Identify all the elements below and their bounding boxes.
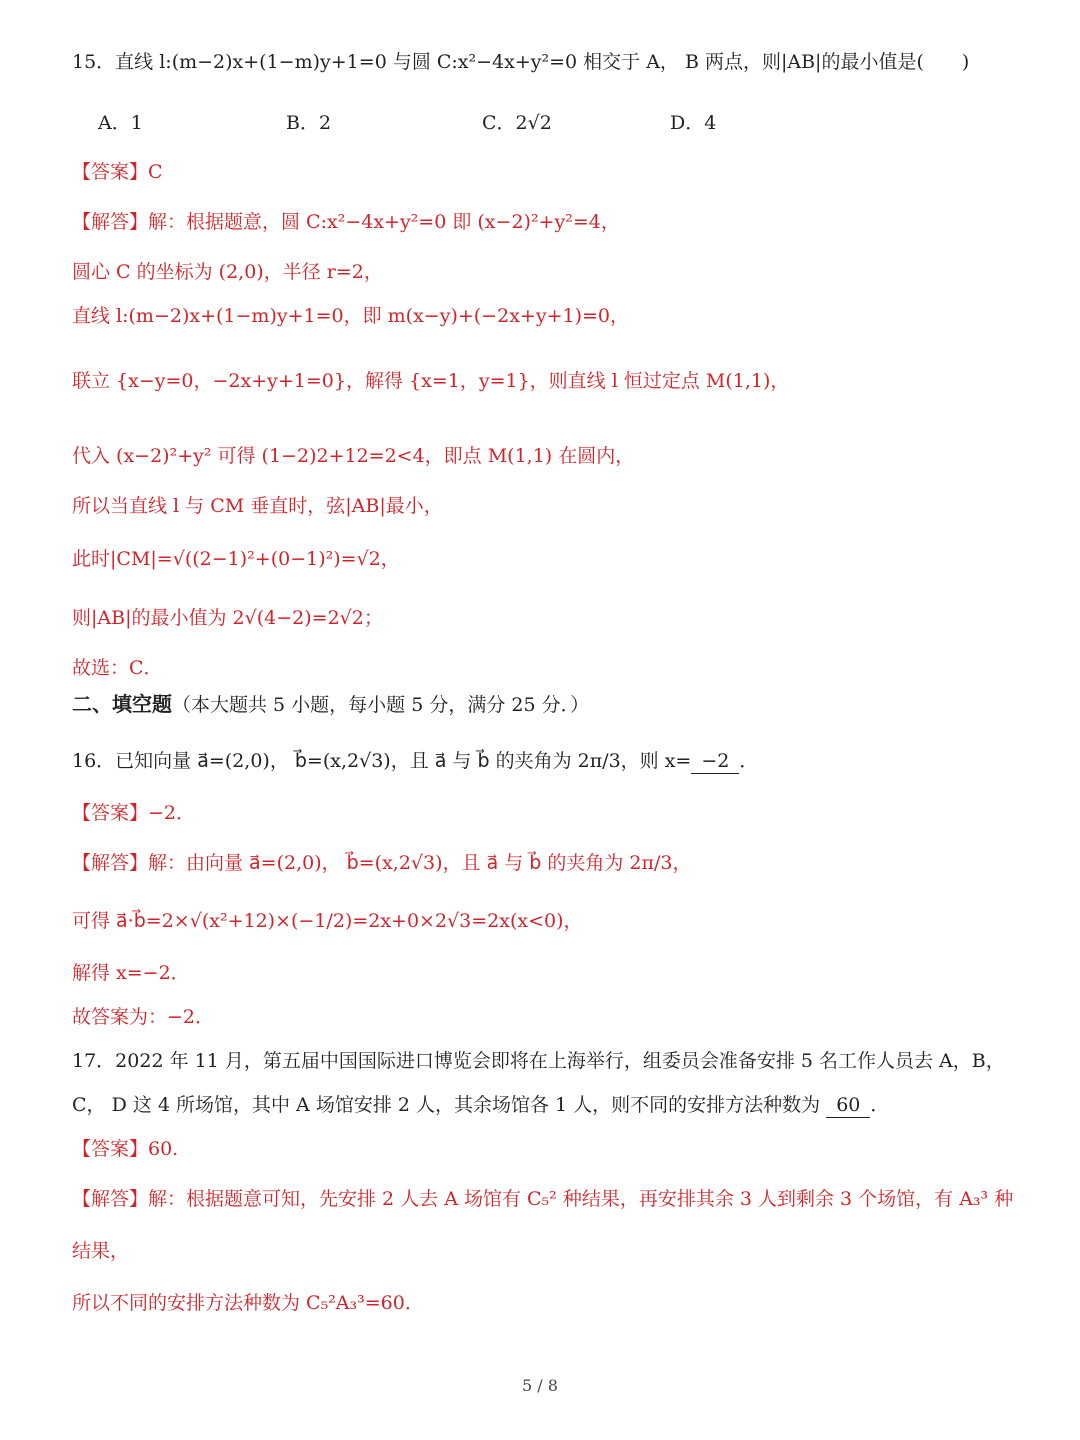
q16-solution-line: 可得 a⃗·b⃗=2×√(x²+12)×(−1/2)=2x+0×2√3=2x(x<0)， <box>72 910 583 932</box>
q16-blank-answer: −2 <box>691 749 739 774</box>
page-number: 5 / 8 <box>522 1376 558 1395</box>
q17-answer: 【答案】60. <box>72 1138 179 1160</box>
q17-solution-line: 【解答】解：根据题意可知，先安排 2 人去 A 场馆有 C₅² 种结果，再安排其余 3 人到剩余 3 个场馆，有 A₃³ 种 <box>72 1188 1014 1210</box>
q15-option-b: B．2 <box>286 112 332 134</box>
q15-answer: 【答案】C <box>72 161 163 183</box>
q16-solution-line: 【解答】解：由向量 a⃗=(2,0)， b⃗=(x,2√3)，且 a⃗ 与 b⃗ 的夹角为 2π/3， <box>72 852 692 874</box>
section-title: 二、填空题 <box>72 692 172 716</box>
q15-solution-line: 代入 (x−2)²+y² 可得 (1−2)2+12=2<4，即点 M(1,1) 在圆内， <box>72 445 635 467</box>
q17-stem-text: C， D 这 4 所场馆，其中 A 场馆安排 2 人，其余场馆各 1 人，则不同的安排方法种数为 <box>72 1094 821 1116</box>
q17-blank-answer: 60 <box>826 1093 870 1118</box>
q17-solution-line: 结果， <box>72 1240 130 1262</box>
q15-solution-line: 此时|CM|=√((2−1)²+(0−1)²)=√2， <box>72 548 400 570</box>
q15-option-a: A．1 <box>98 112 143 134</box>
q15-options <box>98 108 1020 138</box>
q15-option-d: D．4 <box>670 112 717 134</box>
q16-answer: 【答案】−2． <box>72 802 196 824</box>
q17-solution-line: 所以不同的安排方法种数为 C₅²A₃³=60． <box>72 1292 424 1314</box>
q15-solution-line: 则|AB|的最小值为 2√(4−2)=2√2； <box>72 607 383 629</box>
section-heading <box>72 689 1020 720</box>
q16-stem-end: ． <box>739 750 759 772</box>
q16-stem <box>72 746 1020 776</box>
q17-stem-line1: 17．2022 年 11 月，第五届中国国际进口博览会即将在上海举行，组委员会准备安排 5 名工作人员去 A，B， <box>72 1050 1005 1072</box>
q15-solution-line: 联立 {x−y=0，−2x+y+1=0}，解得 {x=1，y=1}，则直线 l 恒过定点 M(1,1)， <box>72 370 790 392</box>
q15-solution-line: 【解答】解：根据题意，圆 C:x²−4x+y²=0 即 (x−2)²+y²=4， <box>72 211 620 233</box>
q16-solution-line: 故答案为：−2． <box>72 1006 215 1028</box>
q17-stem-end: ． <box>870 1094 890 1116</box>
q15-solution-line: 圆心 C 的坐标为 (2,0)，半径 r=2， <box>72 261 383 283</box>
q15-solution-line: 所以当直线 l 与 CM 垂直时，弦|AB|最小， <box>72 495 443 517</box>
section-note: （本大题共 5 小题，每小题 5 分，满分 25 分．） <box>172 694 590 716</box>
q16-solution-line: 解得 x=−2． <box>72 962 190 984</box>
q15-solution-line: 故选：C． <box>72 657 163 679</box>
q17-stem-line2 <box>72 1090 1020 1120</box>
q15-option-c: C．2√2 <box>482 112 552 134</box>
q15-stem: 15．直线 l:(m−2)x+(1−m)y+1=0 与圆 C:x²−4x+y²=0 相交于 A， B 两点，则|AB|的最小值是( ) <box>72 51 970 73</box>
q15-solution-line: 直线 l:(m−2)x+(1−m)y+1=0，即 m(x−y)+(−2x+y+1)=0， <box>72 305 629 327</box>
q16-stem-text: 16．已知向量 a⃗=(2,0)， b⃗=(x,2√3)，且 a⃗ 与 b⃗ 的夹角为 2π/3，则 x= <box>72 750 692 772</box>
